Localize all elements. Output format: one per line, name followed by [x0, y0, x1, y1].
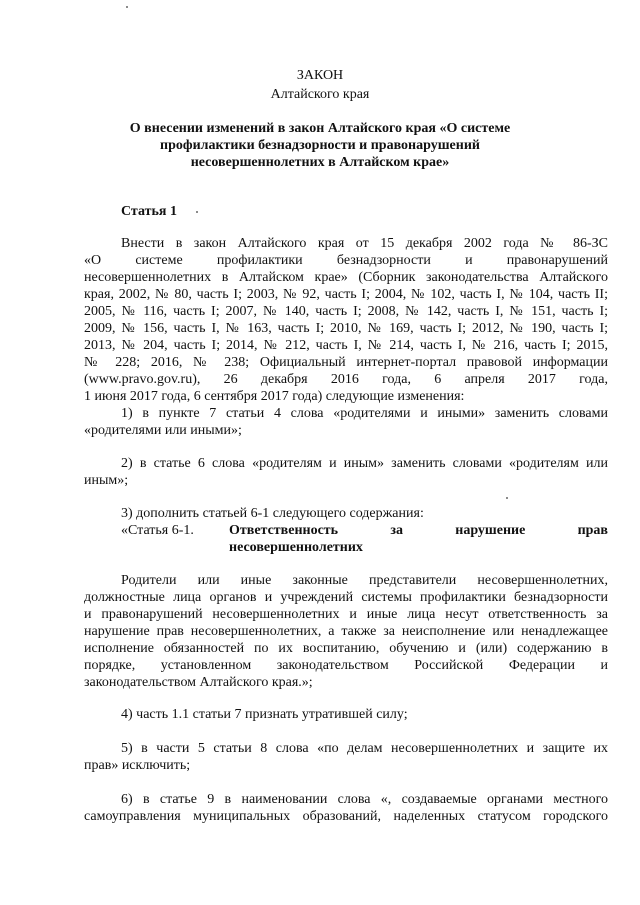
- article-6-1-label: «Статья 6-1.: [121, 523, 194, 538]
- text-line: (www.pravo.gov.ru), 26 декабря 2016 года, 6 апреля 2017 года,: [84, 372, 608, 387]
- text-line: 1) в пункте 7 статьи 4 слова «родителями и иными» заменить словами: [121, 406, 608, 421]
- doc-subtitle: Алтайского края: [270, 87, 370, 102]
- text-line: 2005, № 116, часть I; 2007, № 140, часть I; 2008, № 142, часть I, № 151, часть I;: [84, 304, 608, 319]
- text-line: края, 2002, № 80, часть I; 2003, № 92, часть I; 2004, № 102, часть I, № 104, часть II;: [84, 287, 608, 302]
- text-line: 6) в статье 9 в наименовании слова «, создаваемые органами местного: [121, 792, 608, 807]
- text-line: нарушение прав несовершеннолетних, а также за неисполнение или ненадлежащее: [84, 624, 608, 639]
- article-6-1-title: Ответственность за нарушение прав: [229, 523, 608, 538]
- doc-heading-line: несовершеннолетних в Алтайском крае»: [190, 155, 450, 170]
- text-line: прав» исключить;: [84, 758, 191, 773]
- article-title: Статья 1: [121, 204, 177, 219]
- doc-heading-line: профилактики безнадзорности и правонарушений: [160, 138, 480, 153]
- text-line: 5) в части 5 статьи 8 слова «по делам несовершеннолетних и защите их: [121, 741, 608, 756]
- scan-speck: [196, 211, 198, 213]
- text-line: 4) часть 1.1 статьи 7 признать утратившей силу;: [121, 707, 408, 722]
- text-line: порядке, установленном законодательством Российской Федерации и: [84, 658, 608, 673]
- text-line: исполнение обязанностей по их воспитанию, обучению и (или) содержанию в: [84, 641, 608, 656]
- text-line: законодательством Алтайского края.»;: [84, 675, 313, 690]
- text-line: и правонарушений несовершеннолетних и иные лица несут ответственность за: [84, 607, 608, 622]
- text-line: «О системе профилактики безнадзорности и правонарушений: [84, 253, 608, 268]
- text-line: должностные лица органов и учреждений системы профилактики безнадзорности: [84, 590, 608, 605]
- scan-speck: [506, 497, 508, 499]
- text-line: самоуправления муниципальных образований, наделенных статусом городского: [84, 809, 608, 824]
- scan-speck: [126, 6, 128, 8]
- doc-title: ЗАКОН: [296, 68, 344, 83]
- text-line: 3) дополнить статьей 6-1 следующего содержания:: [121, 506, 424, 521]
- text-line: «родителями или иными»;: [84, 423, 242, 438]
- text-line: 1 июня 2017 года, 6 сентября 2017 года) следующие изменения:: [84, 389, 465, 404]
- text-line: Родители или иные законные представители несовершеннолетних,: [121, 573, 608, 588]
- doc-heading-line: О внесении изменений в закон Алтайского края «О системе: [129, 121, 511, 136]
- article-6-1-title: несовершеннолетних: [229, 540, 363, 555]
- text-line: Внести в закон Алтайского края от 15 декабря 2002 года № 86-ЗС: [121, 236, 608, 251]
- text-line: 2013, № 204, часть I; 2014, № 212, часть I, № 214, часть I, № 216, часть I; 2015,: [84, 338, 608, 353]
- text-line: № 228; 2016, № 238; Официальный интернет-портал правовой информации: [84, 355, 608, 370]
- text-line: несовершеннолетних в Алтайском крае» (Сборник законодательства Алтайского: [84, 270, 608, 285]
- text-line: иным»;: [84, 473, 129, 488]
- text-line: 2009, № 156, часть I, № 163, часть I; 2010, № 169, часть I; 2012, № 190, часть I;: [84, 321, 608, 336]
- text-line: 2) в статье 6 слова «родителям и иным» заменить словами «родителям или: [121, 456, 608, 471]
